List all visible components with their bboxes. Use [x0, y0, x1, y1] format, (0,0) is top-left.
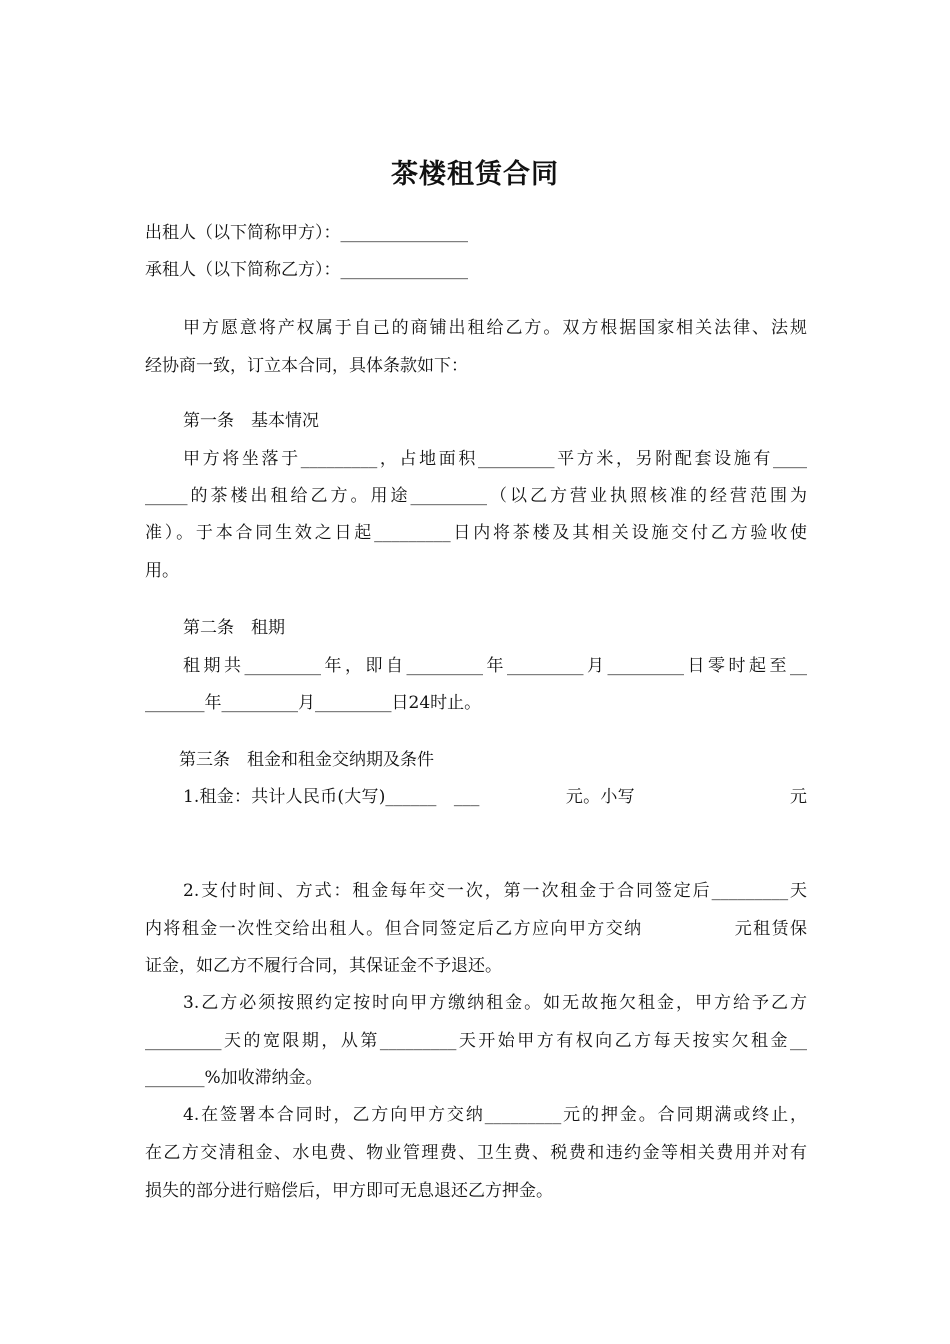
- article-1-heading: 第一条 基本情况: [183, 411, 319, 431]
- article-3-item-4: 在乙方交清租金、水电费、物业管理费、卫生费、税费和违约金等相关费用并对有: [145, 1143, 807, 1163]
- article-2-heading: 第二条 租期: [183, 618, 285, 638]
- article-3-item-2: 2.支付时间、方式：租金每年交一次，第一次租金于合同签定后_________天: [183, 881, 807, 901]
- article-3-heading: 第三条 租金和租金交纳期及条件: [179, 750, 434, 770]
- article-3-item-3: _______%加收滞纳金。: [145, 1068, 323, 1088]
- article-3-item-4: 4.在签署本合同时，乙方向甲方交纳_________元的押金。合同期满或终止，: [183, 1105, 807, 1125]
- preamble-line: 甲方愿意将产权属于自己的商铺出租给乙方。双方根据国家相关法律、法规: [183, 318, 807, 338]
- article-1-line: 甲方将坐落于_________，占地面积_________平方米，另附配套设施有____: [183, 449, 807, 469]
- document-title: 茶楼租赁合同: [391, 159, 559, 190]
- preamble-line: 经协商一致，订立本合同，具体条款如下：: [145, 356, 468, 376]
- article-1-line: _____的茶楼出租给乙方。用途_________（以乙方营业执照核准的经营范围为: [145, 486, 807, 506]
- article-3-item-3: _________天的宽限期，从第_________天开始甲方有权向乙方每天按实欠租金__: [145, 1031, 807, 1051]
- article-2-line: 租期共_________年，即自_________年_________月_________日零时起至__: [183, 656, 807, 676]
- article-1-line: 用。: [145, 561, 179, 581]
- article-2-line: _______年_________月_________日24时止。: [145, 693, 482, 713]
- article-1-line: 准）。于本合同生效之日起_________日内将茶楼及其相关设施交付乙方验收使: [145, 523, 807, 543]
- article-3-item-2: 内将租金一次性交给出租人。但合同签定后乙方应向甲方交纳 元租赁保: [145, 919, 807, 939]
- lessor-line: 出租人（以下简称甲方）：_______________: [145, 223, 468, 243]
- lessee-line: 承租人（以下简称乙方）：_______________: [145, 260, 468, 280]
- article-3-item-2: 证金，如乙方不履行合同，其保证金不予退还。: [145, 956, 502, 976]
- article-3-item-4: 损失的部分进行赔偿后，甲方即可无息退还乙方押金。: [145, 1181, 553, 1201]
- article-3-item-3: 3.乙方必须按照约定按时向甲方缴纳租金。如无故拖欠租金，甲方给予乙方: [183, 993, 807, 1013]
- article-3-item-1: 1.租金：共计人民币(大写)______ ___ 元。小写 元: [183, 787, 807, 807]
